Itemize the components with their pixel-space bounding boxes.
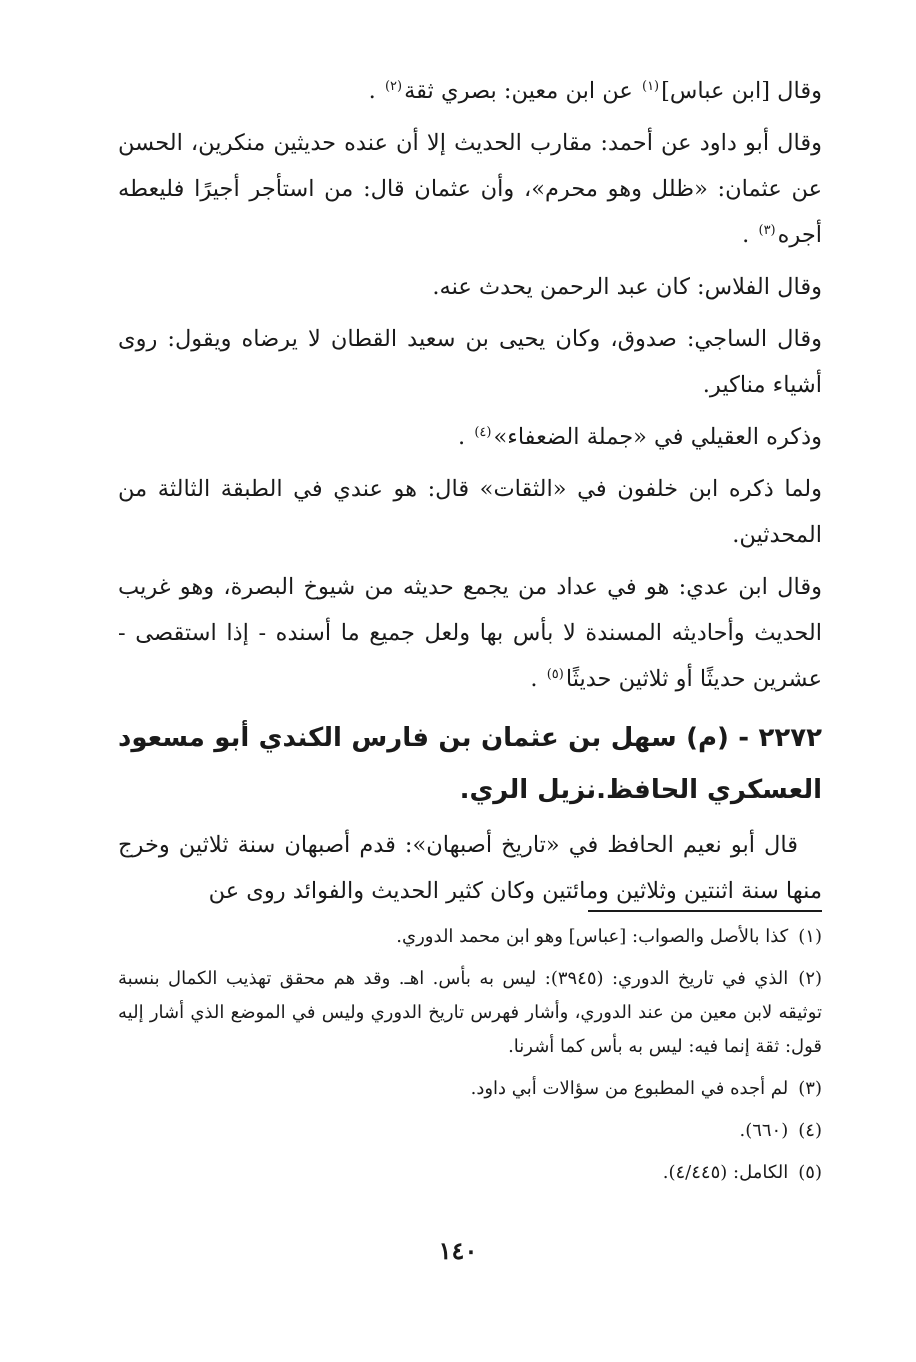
paragraph bbox=[118, 68, 822, 114]
footnote-number: (٤) bbox=[798, 1120, 822, 1141]
footnote-marker: (٥) bbox=[546, 666, 564, 682]
footnote-text: لم أجده في المطبوع من سؤالات أبي داود. bbox=[470, 1078, 789, 1099]
text-segment: وقال ابن عدي: هو في عداد من يجمع حديثه من شيوخ البصرة، وهو غريب الحديث وأحاديثه المسندة لا بأس بها ولعل جميع ما أسنده - إذا استقصى - عشرين حديثًا أو ثلاثين حديثًا bbox=[118, 574, 822, 692]
footnote-marker: (٢) bbox=[384, 78, 403, 94]
footnote bbox=[118, 1072, 822, 1106]
paragraph bbox=[118, 414, 822, 460]
paragraph bbox=[118, 466, 822, 558]
entry-heading bbox=[118, 712, 822, 816]
text-segment: وقال الساجي: صدوق، وكان يحيى بن سعيد القطان لا يرضاه ويقول: روى أشياء مناكير. bbox=[118, 326, 822, 398]
footnote bbox=[118, 962, 822, 1064]
paragraph bbox=[118, 264, 822, 310]
text-segment: وقال الفلاس: كان عبد الرحمن يحدث عنه. bbox=[432, 274, 822, 300]
main-text bbox=[118, 68, 822, 920]
text-segment: قال أبو نعيم الحافظ في «تاريخ أصبهان»: قدم أصبهان سنة ثلاثين وخرج منها سنة اثنتين وثلاثين ومائتين وكان كثير الحديث والفوائد روى عن bbox=[118, 832, 822, 904]
footnote-text: (٦٦٠). bbox=[739, 1120, 789, 1141]
paragraph bbox=[118, 564, 822, 702]
text-segment: عن ابن معين: بصري ثقة bbox=[404, 78, 640, 104]
footnote bbox=[118, 1156, 822, 1190]
paragraph bbox=[118, 822, 822, 914]
text-segment: . bbox=[458, 424, 473, 450]
footnote-separator bbox=[588, 910, 822, 912]
page-number: ١٤٠ bbox=[438, 1236, 478, 1265]
paragraph bbox=[118, 316, 822, 408]
footnote-text: الذي في تاريخ الدوري: (٣٩٤٥): ليس به بأس. اهـ. وقد هم محقق تهذيب الكمال بنسبة توثيقه لابن معين من عند الدوري، وأشار فهرس تاريخ الدوري وليس في الموضع الذي أشار إليه قول: ثقة إنما فيه: ليس به بأس كما أشرنا. bbox=[118, 968, 822, 1057]
footnote bbox=[118, 920, 822, 954]
paragraph bbox=[118, 120, 822, 258]
text-segment: . bbox=[742, 222, 757, 248]
text-segment: . bbox=[368, 78, 383, 104]
footnotes bbox=[118, 920, 822, 1198]
text-segment: ولما ذكره ابن خلفون في «الثقات» قال: هو عندي في الطبقة الثالثة من المحدثين. bbox=[118, 476, 822, 548]
footnote-marker: (٣) bbox=[758, 222, 776, 238]
footnote-marker: (٤) bbox=[474, 424, 492, 440]
footnote-text: كذا بالأصل والصواب: [عباس] وهو ابن محمد الدوري. bbox=[396, 926, 789, 947]
text-segment: وذكره العقيلي في «جملة الضعفاء» bbox=[493, 424, 822, 450]
footnote-marker: (١) bbox=[641, 78, 660, 94]
footnote-number: (٥) bbox=[798, 1162, 822, 1183]
text-segment: وقال أبو داود عن أحمد: مقارب الحديث إلا أن عنده حديثين منكرين، الحسن عن عثمان: «ظلل وهو محرم»، وأن عثمان قال: من استأجر أجيرًا فليعطه أجره bbox=[118, 130, 822, 248]
footnote-number: (٣) bbox=[798, 1078, 822, 1099]
footnote-number: (٢) bbox=[798, 968, 823, 989]
text-segment: . bbox=[530, 666, 545, 692]
text-segment: ٢٢٧٢ - (م) سهل بن عثمان بن فارس الكندي أبو مسعود العسكري الحافظ.نزيل الري. bbox=[118, 723, 822, 805]
footnote-text: الكامل: (٤/٤٤٥). bbox=[662, 1162, 789, 1183]
text-segment: وقال [ابن عباس] bbox=[661, 78, 822, 104]
footnote bbox=[118, 1114, 822, 1148]
footnote-number: (١) bbox=[798, 926, 822, 947]
